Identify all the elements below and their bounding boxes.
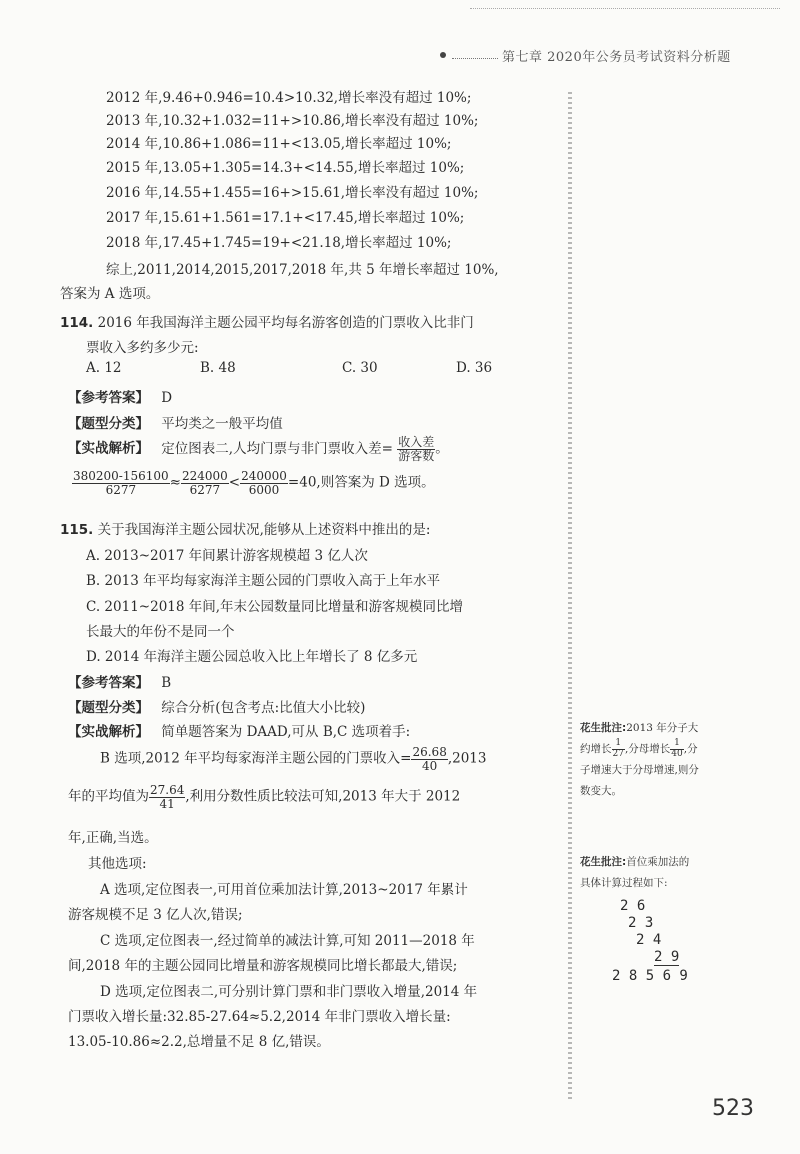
other-option-line: C 选项,定位图表一,经过简单的减法计算,可知 2011—2018 年 <box>100 933 475 949</box>
type-value: 平均类之一般平均值 <box>161 416 283 432</box>
calc-line: 2015 年,13.05+1.305=14.3+<14.55,增长率超过 10%; <box>106 160 465 176</box>
question-115 <box>60 518 430 538</box>
option-d: D. 36 <box>456 360 493 376</box>
side-note-ratio: 花生批注:2013 年分子大 约增长 $\frac{1}{27}$ ,分母增长 $\frac{1}{40}$ ,分 子增速大于分母增速,则分 数变大。 <box>580 722 699 797</box>
answer-value: D <box>161 390 173 406</box>
fraction: $\frac{27.64}{41}$ <box>150 783 185 811</box>
answer-row <box>68 386 172 406</box>
analysis-text: 定位图表二,人均门票与非门票收入差= <box>161 440 393 457</box>
column-divider <box>568 92 572 1102</box>
multiplication-sketch: 2 6 2 3 2 4 2 9 2 8 5 6 9 <box>612 898 688 984</box>
question-number: 115. <box>60 522 94 538</box>
calc-line: 2012 年,9.46+0.946=10.4>10.32,增长率没有超过 10%; <box>106 90 472 106</box>
calc-line: 2018 年,17.45+1.745=19+<21.18,增长率超过 10%; <box>106 235 452 251</box>
other-option-line: D 选项,定位图表二,可分别计算门票和非门票收入增量,2014 年 <box>100 984 478 1000</box>
page-number: 523 <box>712 1096 754 1121</box>
calc-summary: 综上,2011,2014,2015,2017,2018 年,共 5 年增长率超过 10%, <box>106 262 499 278</box>
fraction: $\frac{\text{收入差}}{\text{游客数}}$ <box>398 435 435 463</box>
fraction: $\frac{26.68}{40}$ <box>412 745 447 773</box>
analysis-calc: $\frac{380200-156100}{6277}$ ≈ $\frac{224000}{6277}$ < $\frac{240000}{6000}$ =40,则答案为 D 选项。 <box>73 469 435 497</box>
calc-line: 2013 年,10.32+1.032=11+>10.86,增长率没有超过 10%; <box>106 113 479 129</box>
answer-value: B <box>161 675 172 691</box>
question-number: 114. <box>60 315 94 331</box>
header-title: 第七章 2020年公务员考试资料分析题 <box>502 50 731 65</box>
answer-row <box>68 671 171 691</box>
other-option-line: 间,2018 年的主题公园同比增量和游客规模同比增长都最大,错误; <box>68 958 458 974</box>
running-header <box>440 42 780 70</box>
analysis-label: 【实战解析】 <box>68 440 149 457</box>
option-c: C. 30 <box>342 360 378 376</box>
question-stem: 关于我国海洋主题公园状况,能够从上述资料中推出的是: <box>97 522 431 538</box>
option-b: B. 2013 年平均每家海洋主题公园的门票收入高于上年水平 <box>86 573 441 589</box>
calc-line: 2016 年,14.55+1.455=16+>15.61,增长率没有超过 10%; <box>106 185 479 201</box>
option-b-analysis: B 选项,2012 年平均每家海洋主题公园的门票收入= $\frac{26.68}{40}$ ,2013 <box>100 745 487 773</box>
header-leader <box>452 58 498 59</box>
calc-line: 2014 年,10.86+1.086=11+<13.05,增长率超过 10%; <box>106 136 452 152</box>
side-note-label: 花生批注: <box>580 856 627 868</box>
option-c-cont: 长最大的年份不是同一个 <box>86 624 235 640</box>
option-a: A. 2013~2017 年间累计游客规模超 3 亿人次 <box>86 548 368 564</box>
type-label: 【题型分类】 <box>68 416 149 432</box>
type-value: 综合分析(包含考点:比值大小比较) <box>161 700 366 716</box>
option-d: D. 2014 年海洋主题公园总收入比上年增长了 8 亿多元 <box>86 649 418 665</box>
analysis-label: 【实战解析】 <box>68 724 149 740</box>
fraction: $\frac{380200-156100}{6277}$ <box>73 469 169 497</box>
type-row <box>68 412 283 432</box>
analysis-text: 简单题答案为 DAAD,可从 B,C 选项着手: <box>161 724 411 740</box>
calc-conclusion: 答案为 A 选项。 <box>60 286 160 302</box>
option-b: B. 48 <box>200 360 236 376</box>
other-options-title: 其他选项: <box>88 856 147 872</box>
type-label: 【题型分类】 <box>68 700 149 716</box>
fraction: $\frac{1}{40}$ <box>671 738 683 759</box>
side-note-method: 花生批注:首位乘加法的 具体计算过程如下: <box>580 856 690 889</box>
top-rule <box>470 8 780 9</box>
analysis-row: 【实战解析】 定位图表二,人均门票与非门票收入差= $\frac{\text{收入差}}{\text{游客数}}$ 。 <box>68 435 449 463</box>
option-b-analysis-cont: 年的平均值为 $\frac{27.64}{41}$ ,利用分数性质比较法可知,2013 年大于 2012 <box>68 783 461 811</box>
option-c: C. 2011~2018 年间,年末公园数量同比增量和游客规模同比增 <box>86 599 464 615</box>
fraction: $\frac{240000}{6000}$ <box>241 469 287 497</box>
side-note-label: 花生批注: <box>580 722 627 734</box>
answer-label: 【参考答案】 <box>68 390 149 406</box>
calc-line: 2017 年,15.61+1.561=17.1+<17.45,增长率超过 10%; <box>106 210 465 226</box>
option-a: A. 12 <box>86 360 122 376</box>
fraction: $\frac{224000}{6277}$ <box>181 469 228 497</box>
option-b-conclusion: 年,正确,当选。 <box>68 830 158 846</box>
type-row <box>68 696 365 716</box>
answer-label: 【参考答案】 <box>68 675 149 691</box>
other-option-line: A 选项,定位图表一,可用首位乘加法计算,2013~2017 年累计 <box>100 882 468 898</box>
analysis-row <box>68 720 410 740</box>
bullet-icon <box>440 52 446 58</box>
fraction: $\frac{1}{27}$ <box>612 738 624 759</box>
other-option-line: 门票收入增长量:32.85-27.64≈5.2,2014 年非门票收入增长量: <box>68 1009 451 1025</box>
question-stem-cont: 票收入多约多少元: <box>86 340 199 356</box>
other-option-line: 13.05-10.86≈2.2,总增量不足 8 亿,错误。 <box>68 1034 330 1050</box>
other-option-line: 游客规模不足 3 亿人次,错误; <box>68 907 243 923</box>
question-114 <box>60 311 474 331</box>
question-stem: 2016 年我国海洋主题公园平均每名游客创造的门票收入比非门 <box>97 315 474 331</box>
